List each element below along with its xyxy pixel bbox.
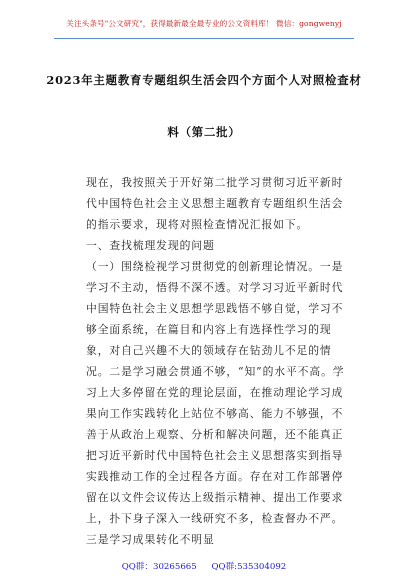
document-title-line2: 料（第二批） bbox=[167, 125, 241, 139]
footer-contact bbox=[0, 560, 408, 572]
body-paragraph: 现在，我按照关于开好第二批学习贯彻习近平新时代中国特色社会主义思想主题教育专题组织生活会的指示要求，现将对照检查情况汇报如下。 bbox=[86, 176, 344, 231]
footer-qq-group-2: QQ群:535304092 bbox=[211, 562, 287, 572]
section-heading: 一、查找梳理发现的问题 bbox=[86, 239, 215, 252]
body-paragraph: （一）围绕检视学习贯彻党的创新理论情况。一是学习不主动，悟得不深不透。对学习习近平新时代中国特色社会主义思想学思践悟不够自觉，学习不够全面系统，在篇目和内容上有选择性学习的现象，对自己兴趣不大的领域存在钻劲儿不足的情况。二是学习融会贯通不够，“知”的水平不高。学习上大多停留在党的理论层面，在推动理论学习成果向工作实践转化上站位不够高、能力不够强，不善于从政治上观察、分析和解决问题，还不能真正把习近平新时代中国特色社会主义思想落实到指导实践推动工作的全过程各方面。存在对工作部署停留在以文件会议传达上级指示精神、提出工作要求上，扑下身子深入一线研究不多，检查督办不严。三是学习成果转化不明显 bbox=[86, 260, 345, 546]
document-body bbox=[64, 172, 352, 550]
footer-qq-group-1: QQ群：30265665 bbox=[121, 562, 197, 572]
header-divider bbox=[54, 38, 354, 39]
document-title-line1: 2023年主题教育专题组织生活会四个方面个人对照检查材 bbox=[46, 73, 362, 87]
header-banner: 关注头条号"公文研究"，获得最新最全最专业的公文资料库！ 微信：gongwenyj bbox=[66, 19, 342, 28]
